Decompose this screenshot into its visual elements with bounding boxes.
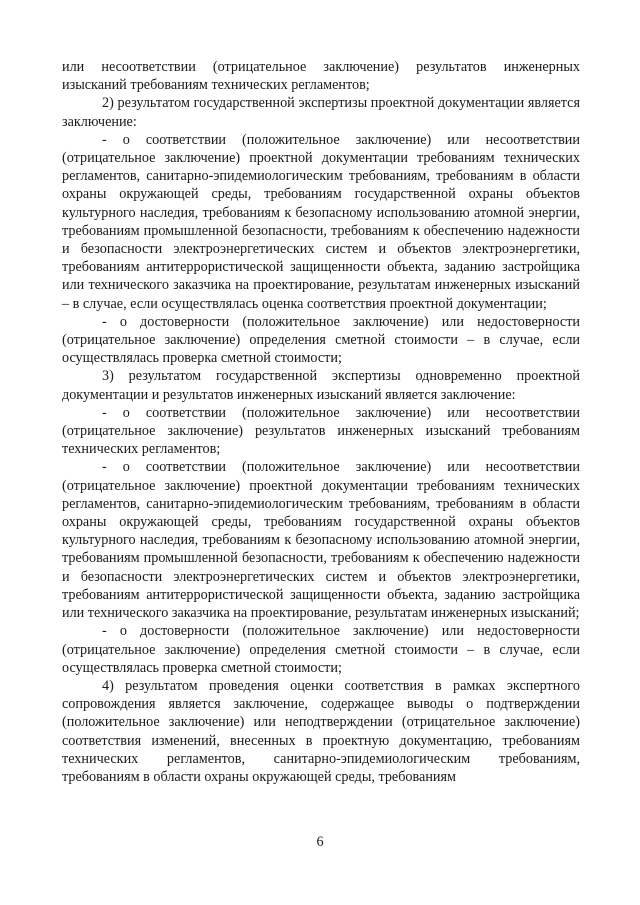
paragraph-item-4: 4) результатом проведения оценки соответствия в рамках экспертного сопровождения является заключение, содержащее выводы о подтверждении (положительное заключение) или неподтверждении (отрицательное заключение) соответствия изменений, внесенных в проектную документацию, требованиям технических регламентов, санитарно-эпидемиологическим требованиям, требованиям в области охраны окружающей среды, требованиям (62, 677, 580, 785)
page-number: 6 (316, 834, 324, 850)
paragraph-continuation: или несоответствии (отрицательное заключение) результатов инженерных изысканий требованиям технических регламентов; (62, 59, 580, 94)
paragraph-item-2-compliance: - о соответствии (положительное заключение) или несоответствии (отрицательное заключение) проектной документации требованиям технических регламентов, санитарно-эпидемиологическим требованиям, требованиям в области охраны окружающей среды, требованиям государственной охраны объектов культурного наследия, требованиям к безопасному использованию атомной энергии, требованиям промышленной безопасности, требованиям к обеспечению надежности и безопасности электроэнергетических систем и объектов электроэнергетики, требованиям антитеррористической защищенности объекта, заданию застройщика или технического заказчика на проектирование, результатам инженерных изысканий – в случае, если осуществлялась оценка соответствия проектной документации; (62, 131, 580, 312)
paragraph-item-2: 2) результатом государственной экспертизы проектной документации является заключение: (62, 95, 580, 130)
paragraph-item-3: 3) результатом государственной экспертизы одновременно проектной документации и результатов инженерных изысканий является заключение: (62, 368, 580, 403)
paragraph-item-2-reliability: - о достоверности (положительное заключение) или недостоверности (отрицательное заключение) определения сметной стоимости – в случае, если осуществлялась проверка сметной стоимости; (62, 313, 580, 367)
paragraph-item-3-reliability: - о достоверности (положительное заключение) или недостоверности (отрицательное заключение) определения сметной стоимости – в случае, если осуществлялась проверка сметной стоимости; (62, 623, 580, 676)
paragraph-item-3-compliance: - о соответствии (положительное заключение) или несоответствии (отрицательное заключение) проектной документации требованиям технических регламентов, санитарно-эпидемиологическим требованиям, требованиям в области охраны окружающей среды, требованиям государственной охраны объектов культурного наследия, требованиям к безопасному использованию атомной энергии, требованиям промышленной безопасности, требованиям к обеспечению надежности и безопасности электроэнергетических систем и объектов электроэнергетики, требованиям антитеррористической защищенности объекта, заданию застройщика или технического заказчика на проектирование, результатам инженерных изысканий; (62, 459, 580, 622)
document-body (62, 58, 580, 786)
paragraph-item-3-surveys: - о соответствии (положительное заключение) или несоответствии (отрицательное заключение) результатов инженерных изысканий требованиям технических регламентов; (62, 404, 580, 458)
